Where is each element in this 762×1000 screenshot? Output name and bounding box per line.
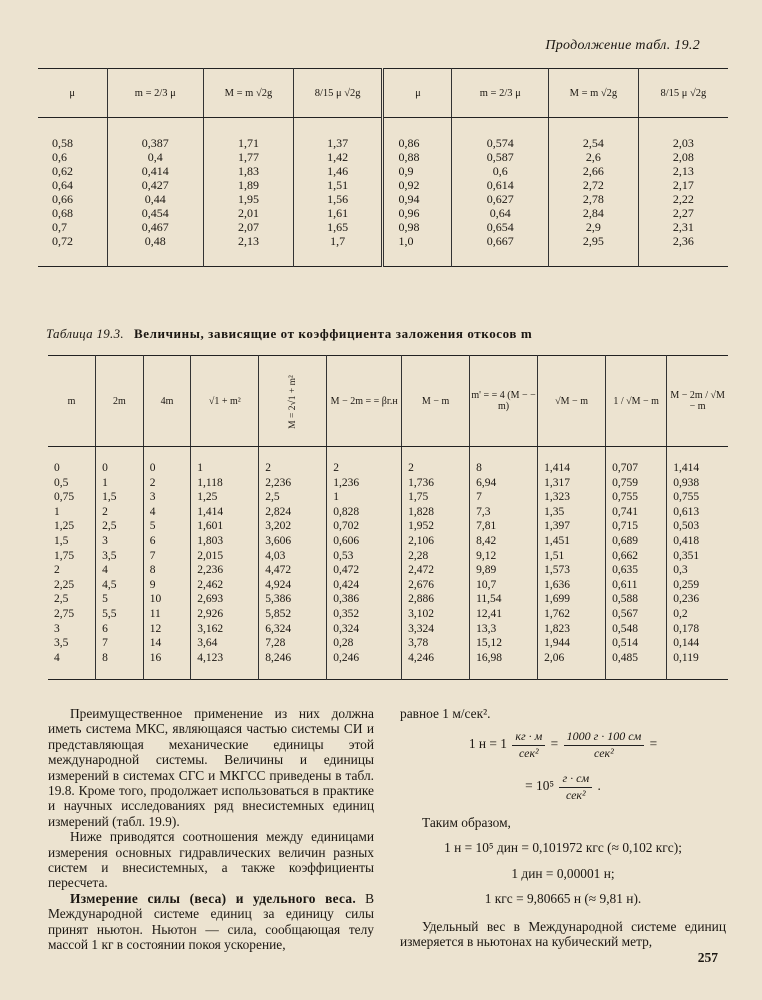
column-values: 0,58 0,6 0,62 0,64 0,66 0,68 0,7 0,72	[52, 136, 73, 248]
right-text-column	[400, 706, 726, 949]
table-column	[452, 118, 549, 267]
table-19-3	[48, 355, 728, 680]
equation: 1 дин = 0,00001 н;	[511, 865, 615, 881]
table-column	[638, 118, 728, 267]
col-header: m = 2/3 μ	[452, 69, 549, 118]
table-column	[293, 118, 383, 267]
fraction	[559, 771, 592, 803]
column-values: 1 1,118 1,25 1,414 1,601 1,803 2,015 2,236 2,462 2,693 2,926 3,162 3,64 4,123	[197, 462, 224, 664]
table-column	[107, 118, 204, 267]
col-header: 8/15 μ √2g	[293, 69, 383, 118]
table-column	[383, 118, 452, 267]
table-column	[549, 118, 639, 267]
paragraph: Преимущественное применение из них должна иметь система МКС, являющаяся частью системы СИ и представляющая механические единицы этой международной системы. Величины и единицы измерений в системах СГС и МКГСС приведены в табл. 19.8. Кроме того, продолжает использоваться в практике и научных исследованиях ряд внесистемных единиц измерений (табл. 19.9).	[48, 706, 374, 829]
table-column	[538, 447, 606, 680]
col-header: 4m	[143, 356, 191, 447]
equation	[400, 771, 726, 803]
col-header: μ	[38, 69, 107, 118]
col-header: √M − m	[538, 356, 606, 447]
col-header: 8/15 μ √2g	[638, 69, 728, 118]
column-values: 0,707 0,759 0,755 0,741 0,715 0,689 0,662 0,635 0,611 0,588 0,567 0,548 0,514 0,485	[612, 462, 638, 664]
column-values: 2 1,736 1,75 1,828 1,952 2,106 2,28 2,472 2,676 2,886 3,102 3,324 3,78 4,246	[408, 462, 434, 664]
column-values: 2,54 2,6 2,66 2,72 2,78 2,84 2,9 2,95	[582, 136, 604, 248]
table-column	[143, 447, 191, 680]
col-header: M − 2m / √M − m	[667, 356, 728, 447]
caption-text: Величины, зависящие от коэффициента заложения откосов m	[133, 326, 533, 341]
table-body-row	[38, 118, 728, 267]
paragraph	[48, 891, 374, 953]
equation-part: 1 н = 1	[468, 736, 507, 752]
column-values: 1,414 0,938 0,755 0,613 0,503 0,418 0,351 0,3 0,259 0,236 0,2 0,178 0,144 0,119	[673, 462, 700, 664]
column-values: 2 2,236 2,5 2,824 3,202 3,606 4,03 4,472 4,924 5,386 5,852 6,324 7,28 8,246	[265, 462, 292, 664]
table-body-row	[48, 447, 728, 680]
column-values: 0 1 1,5 2 2,5 3 3,5 4 4,5 5 5,5 6 7 8	[102, 462, 117, 664]
col-header: M − m	[402, 356, 470, 447]
section-heading: Измерение силы (веса) и удельного веса.	[70, 890, 357, 906]
paragraph: Ниже приводятся соотношения между единицами измерения основных гидравлических величин разных систем и внесистемных, а также коэффициенты пересчета.	[48, 829, 374, 891]
table-column	[259, 447, 327, 680]
continuation-title: Продолжение табл. 19.2	[545, 38, 700, 53]
table-column	[191, 447, 259, 680]
col-header: M − 2m = = βг.н	[327, 356, 402, 447]
col-header: m = 2/3 μ	[107, 69, 204, 118]
denominator: сек²	[594, 745, 614, 760]
col-header: μ	[383, 69, 452, 118]
paragraph: Удельный вес в Международной системе единиц измеряется в ньютонах на кубический метр,	[400, 918, 726, 950]
table-column	[327, 447, 402, 680]
caption-label: Таблица 19.3.	[46, 326, 124, 341]
col-header: m	[48, 356, 96, 447]
table-column	[204, 118, 294, 267]
rotated-header-text: M = 2√1 + m²	[287, 374, 298, 429]
page-number: 257	[697, 950, 718, 965]
col-header: M = m √2g	[549, 69, 639, 118]
table-column	[470, 447, 538, 680]
fraction	[564, 729, 645, 761]
column-values: 8 6,94 7 7,3 7,81 8,42 9,12 9,89 10,7 11,54 12,41 13,3 15,12 16,98	[476, 462, 502, 664]
table-column	[402, 447, 470, 680]
column-values: 0,574 0,587 0,6 0,614 0,627 0,64 0,654 0,667	[486, 136, 514, 248]
table-header-row	[48, 356, 728, 447]
paragraph-text: В Международной системе единиц за единицу силы принят ньютон. Ньютон — сила, сообщающая телу массой 1 кг в состоянии покоя ускорение,	[48, 890, 374, 953]
col-header: 2m	[96, 356, 144, 447]
numerator: кг · м	[512, 729, 545, 745]
col-header: m' = = 4 (M − − m)	[470, 356, 538, 447]
column-values: 1,37 1,42 1,46 1,51 1,56 1,61 1,65 1,7	[327, 136, 349, 248]
col-header: M = m √2g	[204, 69, 294, 118]
denominator: сек²	[565, 787, 586, 802]
equation-part: .	[597, 778, 601, 794]
column-values: 0,86 0,88 0,9 0,92 0,94 0,96 0,98 1,0	[398, 136, 420, 248]
col-header: √1 + m²	[191, 356, 259, 447]
equation: 1 кгс = 9,80665 н (≈ 9,81 н).	[484, 891, 642, 907]
column-values: 2,03 2,08 2,13 2,17 2,22 2,27 2,31 2,36	[672, 136, 694, 248]
column-values: 1,414 1,317 1,323 1,35 1,397 1,451 1,51 1,573 1,636 1,699 1,762 1,823 1,944 2,06	[544, 462, 570, 664]
table-19-2-continuation	[38, 68, 728, 267]
table-column	[96, 447, 144, 680]
column-values: 0 2 3 4 5 6 7 8 9 10 11 12 14 16	[149, 462, 162, 664]
numerator: г · см	[559, 771, 592, 787]
table-column	[38, 118, 107, 267]
denominator: сек²	[518, 745, 539, 760]
equation-part: = 10⁵	[525, 778, 555, 794]
table-column	[667, 447, 728, 680]
col-header	[259, 356, 327, 447]
column-values: 2 1,236 1 0,828 0,702 0,606 0,53 0,472 0,424 0,386 0,352 0,324 0,28 0,246	[333, 462, 360, 664]
column-values: 0,387 0,4 0,414 0,427 0,44 0,454 0,467 0,48	[141, 136, 169, 248]
table-header-row	[38, 69, 728, 118]
fraction	[512, 729, 545, 761]
column-values: 0 0,5 0,75 1 1,25 1,5 1,75 2 2,25 2,5 2,75 3 3,5 4	[54, 462, 75, 664]
equation-part: =	[649, 736, 658, 752]
paragraph: Таким образом,	[422, 815, 511, 831]
equation-part: =	[550, 736, 559, 752]
table-column	[606, 447, 667, 680]
equation	[400, 729, 726, 761]
column-values: 1,71 1,77 1,83 1,89 1,95 2,01 2,07 2,13	[237, 136, 259, 248]
col-header: 1 / √M − m	[606, 356, 667, 447]
table-column	[48, 447, 96, 680]
paragraph: равное 1 м/сек².	[400, 706, 491, 721]
left-text-column	[48, 706, 374, 953]
numerator: 1000 г · 100 см	[564, 729, 645, 745]
table-caption	[46, 326, 532, 342]
equation: 1 н = 10⁵ дин = 0,101972 кгс (≈ 0,102 кгс);	[444, 840, 682, 856]
